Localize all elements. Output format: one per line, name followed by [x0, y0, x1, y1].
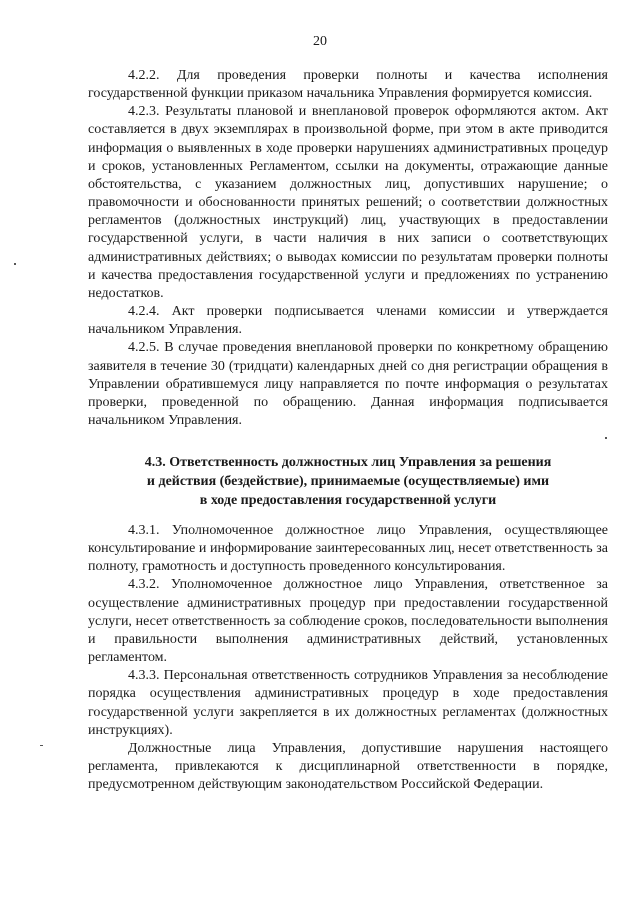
- section-heading-line-3: в ходе предоставления государственной услуги: [199, 493, 497, 508]
- paragraph-4-2-4: 4.2.4. Акт проверки подписывается членами комиссии и утверждается начальником Управления.: [88, 304, 608, 338]
- scan-speck: [14, 263, 16, 265]
- scan-speck: [605, 437, 607, 439]
- text-block-top: [88, 67, 608, 430]
- section-heading-line-2: и действия (бездействие), принимаемые (осуществляемые) ими: [146, 474, 550, 489]
- paragraph-4-2-5: 4.2.5. В случае проведения внеплановой проверки по конкретному обращению заявителя в течение 30 (тридцати) календарных дней со дня регистрации обращения в Управлении обратившемуся лицу направляется по почте информация о результатах проверки, проведенной по обращению. Данная информация подписывается начальником Управления.: [88, 340, 608, 428]
- section-heading-line-1: 4.3. Ответственность должностных лиц Управления за решения: [144, 455, 552, 470]
- paragraph-4-2-3: 4.2.3. Результаты плановой и внеплановой проверок оформляются актом. Акт составляется в двух экземплярах в произвольной форме, при этом в акте приводится информация о выявленных в ходе проверки нарушениях административных процедур и сроков, установленных Регламентом, ссылки на документы, отражающие данные обстоятельства, с указанием должностных лиц, допустивших нарушение; о правомочности и обоснованности принятых решений; о соответствии должностных регламентов (должностных инструкций) лиц, участвующих в предоставлении государственной услуги, в части наличия в них записи о соответствующих административных действиях; о выводах комиссии по результатам проверки полноты и качества предоставления государственной услуги и предложениях по устранению недостатков.: [88, 104, 608, 301]
- paragraph-responsibility: Должностные лица Управления, допустившие нарушения настоящего регламента, привлекаются к дисциплинарной ответственности в порядке, предусмотренном действующим законодательством Российской Федерации.: [88, 740, 608, 793]
- scan-speck: [40, 745, 43, 746]
- paragraph-4-2-2: 4.2.2. Для проведения проверки полноты и качества исполнения государственной функции приказом начальника Управления формируется комиссия.: [88, 68, 608, 102]
- paragraph-4-3-2: 4.3.2. Уполномоченное должностное лицо Управления, ответственное за осуществление административных процедур при предоставлении государственной услуги, несет ответственность за соблюдение сроков, последовательности выполнения и правильности выполнения административных действий, установленных регламентом.: [88, 577, 608, 666]
- paragraph-4-3-3: 4.3.3. Персональная ответственность сотрудников Управления за несоблюдение порядка осуществления административных процедур в ходе предоставления государственной услуги закрепляется в их должностных регламентах (должностных инструкциях).: [88, 668, 608, 738]
- section-heading-4-3: [88, 453, 608, 510]
- page-number: 20: [313, 34, 327, 49]
- text-block-bottom: [88, 522, 608, 794]
- paragraph-4-3-1: 4.3.1. Уполномоченное должностное лицо Управления, осуществляющее консультирование и информирование заинтересованных лиц, несет ответственность за полноту, грамотность и доступность проведенного консультирования.: [88, 523, 608, 575]
